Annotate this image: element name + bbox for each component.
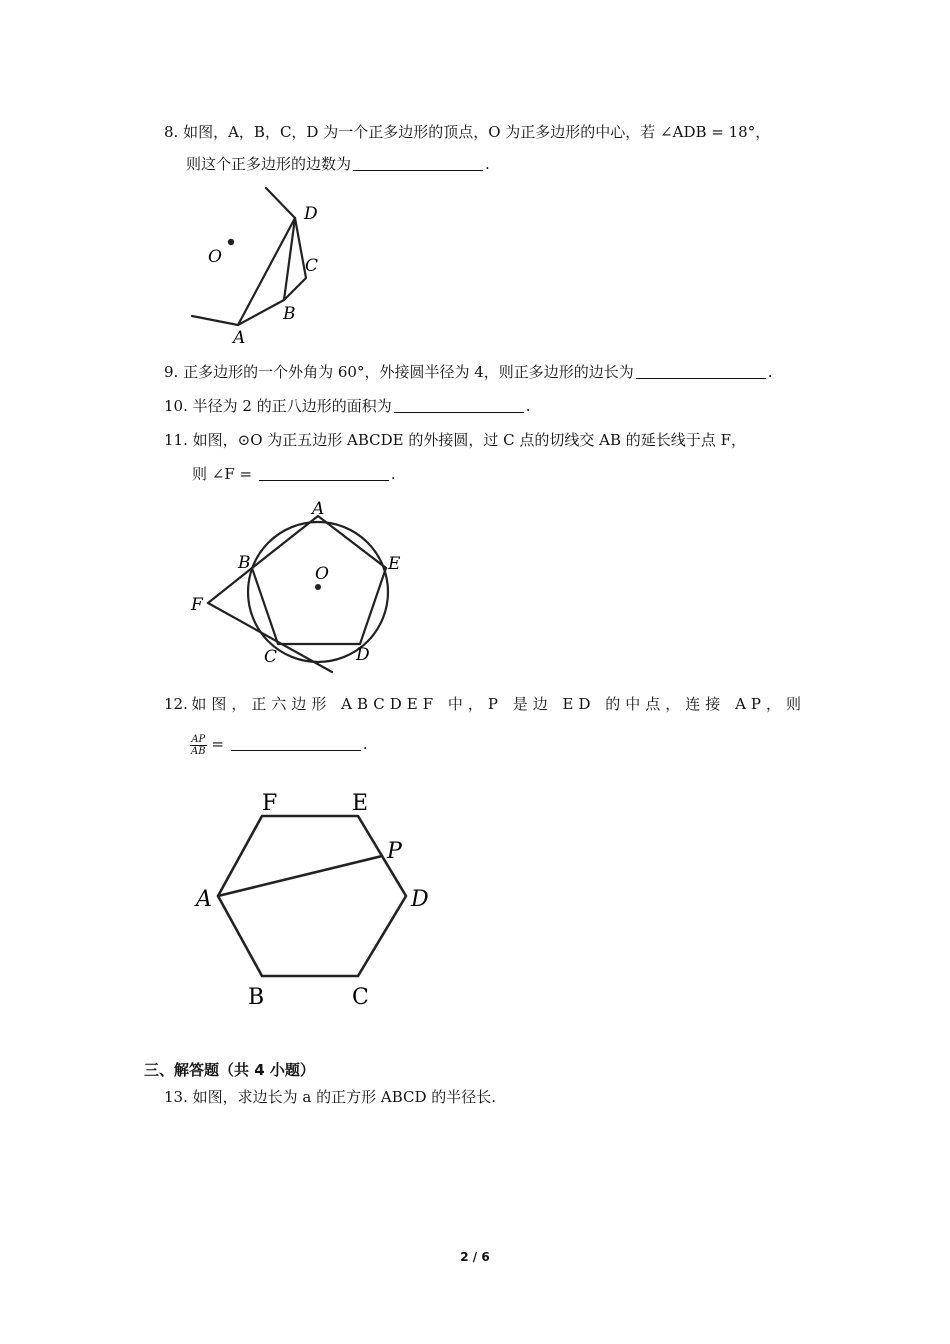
q12-number: 12. [164, 695, 188, 713]
q12-fraction [190, 734, 207, 757]
q11-extension-ab [208, 568, 252, 603]
q11-label-c: C [264, 647, 278, 667]
q13-number: 13. [164, 1088, 188, 1106]
q11-circumcircle [248, 522, 388, 662]
q8-label-c: C [305, 256, 319, 276]
q13-text: 如图，求边长为 a 的正方形 ABCD 的半径长. [192, 1088, 497, 1106]
q9-answer-blank[interactable] [636, 362, 766, 379]
q10-period: . [525, 397, 531, 415]
q11-label-a: A [312, 499, 325, 519]
q12-line1 [164, 693, 806, 715]
q12-label-e: E [352, 791, 369, 816]
section-title: 三、解答题（共 4 小题） [144, 1061, 315, 1079]
q13-line [164, 1086, 496, 1108]
q9-line [164, 361, 773, 383]
q10-text: 半径为 2 的正八边形的面积为 [192, 397, 392, 415]
q12-hexagon [218, 816, 406, 976]
q12-text-line1: 如图，正六边形 ABCDEF 中，P 是边 ED 的中点，连接 AP，则 [191, 695, 806, 713]
q8-label-b: B [283, 304, 296, 324]
q12-equals: = [211, 735, 224, 753]
q8-figure [186, 186, 336, 346]
q11-text-line1: 如图，⊙O 为正五边形 ABCDE 的外接圆，过 C 点的切线交 AB 的延长线于点 F， [192, 431, 746, 449]
q9-text: 正多边形的一个外角为 60°，外接圆半径为 4，则正多边形的边长为 [183, 363, 634, 381]
q8-line1 [164, 121, 770, 143]
q11-label-b: B [238, 553, 251, 573]
q8-label-o: O [208, 247, 222, 267]
q10-number: 10. [164, 397, 188, 415]
q8-period: . [485, 155, 490, 173]
q12-answer-blank[interactable] [231, 734, 361, 751]
q8-center-dot [228, 239, 234, 245]
q11-center-dot [315, 584, 321, 590]
q12-segment-ap [218, 856, 382, 896]
q12-label-p: P [387, 839, 402, 864]
q8-line2 [186, 153, 490, 175]
q11-label-o: O [315, 564, 329, 584]
q11-period: . [390, 465, 396, 483]
q12-frac-num: AP [191, 733, 206, 745]
q9-period: . [767, 363, 773, 381]
q11-label-f: F [191, 595, 203, 615]
q10-line [164, 395, 531, 417]
q11-label-e: E [388, 554, 401, 574]
q12-label-d: D [411, 887, 429, 912]
q8-label-d: D [304, 204, 318, 224]
page-number: 2 / 6 [460, 1250, 490, 1264]
q8-text-line1: 如图，A，B，C，D 为一个正多边形的顶点，O 为正多边形的中心，若 ∠ADB = 18°， [183, 123, 771, 141]
q11-answer-blank[interactable] [259, 464, 389, 481]
q11-label-d: D [356, 645, 370, 665]
q8-label-a: A [233, 328, 246, 346]
q11-line1 [164, 429, 746, 451]
q12-frac-den: AB [191, 745, 206, 757]
q8-edge-top [266, 188, 295, 218]
q9-number: 9. [164, 363, 179, 381]
q12-figure [190, 782, 440, 1010]
q12-label-f: F [262, 791, 278, 816]
q12-line2 [190, 733, 368, 757]
q8-text-line2: 则这个正多边形的边数为 [186, 155, 352, 173]
q12-period: . [362, 735, 368, 753]
q11-figure [186, 496, 416, 678]
q12-label-a: A [196, 887, 212, 912]
q8-answer-blank[interactable] [353, 154, 483, 171]
q11-text-line2: 则 ∠F = [192, 465, 253, 483]
q11-line2 [192, 463, 396, 485]
q8-number: 8. [164, 123, 179, 141]
q12-label-b: B [248, 985, 265, 1010]
q11-number: 11. [164, 431, 188, 449]
q10-answer-blank[interactable] [394, 396, 524, 413]
q12-label-c: C [352, 985, 369, 1010]
